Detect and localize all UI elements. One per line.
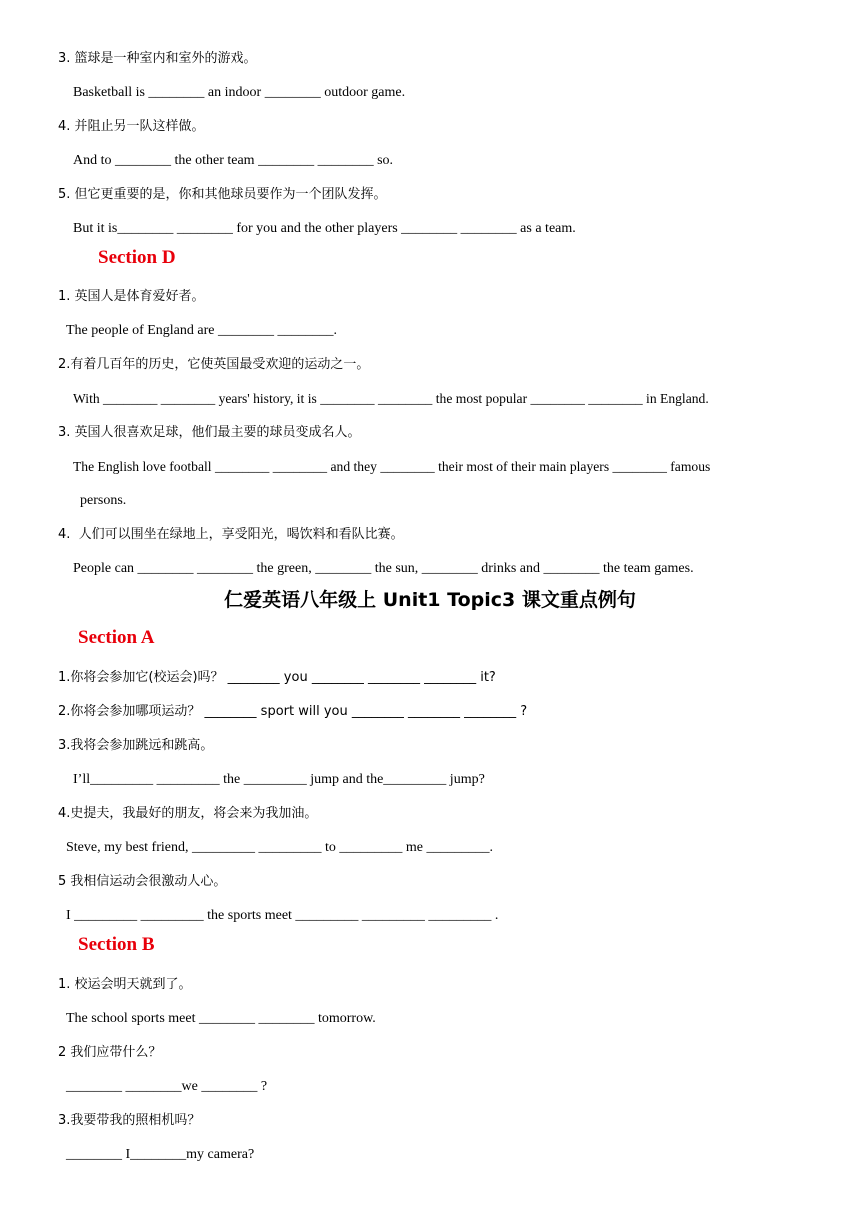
q5-chinese: 5. 但它更重要的是，你和其他球员要作为一个团队发挥。 [58, 187, 387, 202]
page-title: 仁爱英语八年级上 Unit1 Topic3 课文重点例句 [224, 589, 636, 611]
q4-english-blank: And to ________ the other team ________ ________ so. [73, 153, 394, 168]
q5-english-blank: But it is________ ________ for you and the other players ________ ________ as a team. [73, 221, 576, 236]
section-d-q3-english-line2: persons. [80, 493, 127, 508]
section-a-q2: 2.你将会参加哪项运动？ ________ sport will you ________ ________ ________ ? [58, 704, 528, 719]
section-d-q2-chinese: 2.有着几百年的历史，它使英国最受欢迎的运动之一。 [58, 357, 370, 372]
section-b-q1-chinese: 1. 校运会明天就到了。 [58, 977, 192, 992]
section-d-q4-english: People can ________ ________ the green, ________ the sun, ________ drinks and ________ the team games. [73, 561, 694, 576]
section-a-q1: 1.你将会参加它(校运会)吗？ ________ you ________ ________ ________ it? [58, 670, 496, 685]
section-b-q1-english: The school sports meet ________ ________ tomorrow. [66, 1011, 376, 1026]
section-b-q3-english: ________ I________my camera? [66, 1147, 255, 1162]
q4-chinese: 4. 并阻止另一队这样做。 [58, 119, 205, 134]
section-a-q5-english: I _________ _________ the sports meet _________ _________ _________ . [66, 908, 499, 923]
section-d-q3-english-line1: The English love football ________ ________ and they ________ their most of their main players ________ famous [73, 459, 711, 474]
section-a-heading: Section A [78, 627, 155, 648]
section-d-q2-english: With ________ ________ years' history, it is ________ ________ the most popular ________ ________ in England. [73, 391, 709, 406]
section-a-q4-english: Steve, my best friend, _________ _________ to _________ me _________. [66, 840, 493, 855]
section-b-q2-chinese: 2 我们应带什么？ [58, 1045, 162, 1060]
section-b-q3-chinese: 3.我要带我的照相机吗？ [58, 1113, 201, 1128]
section-d-q3-chinese: 3. 英国人很喜欢足球，他们最主要的球员变成名人。 [58, 425, 361, 440]
section-d-q4-chinese: 4. 人们可以围坐在绿地上，享受阳光，喝饮料和看队比赛。 [58, 527, 404, 542]
q3-english-blank: Basketball is ________ an indoor ________ outdoor game. [73, 85, 406, 100]
section-a-q3-english: I’ll_________ _________ the _________ jump and the_________ jump? [73, 772, 485, 787]
section-d-q1-chinese: 1. 英国人是体育爱好者。 [58, 289, 205, 304]
section-a-q3-chinese: 3.我将会参加跳远和跳高。 [58, 738, 214, 753]
q3-chinese: 3. 篮球是一种室内和室外的游戏。 [58, 51, 257, 66]
section-d-q1-english: The people of England are ________ ________. [66, 323, 337, 338]
section-a-q5-chinese: 5 我相信运动会很激动人心。 [58, 874, 227, 889]
section-b-heading: Section B [78, 934, 155, 955]
section-b-q2-english: ________ ________we ________ ? [66, 1079, 268, 1094]
section-d-heading: Section D [98, 247, 176, 268]
section-a-q4-chinese: 4.史提夫，我最好的朋友，将会来为我加油。 [58, 806, 318, 821]
